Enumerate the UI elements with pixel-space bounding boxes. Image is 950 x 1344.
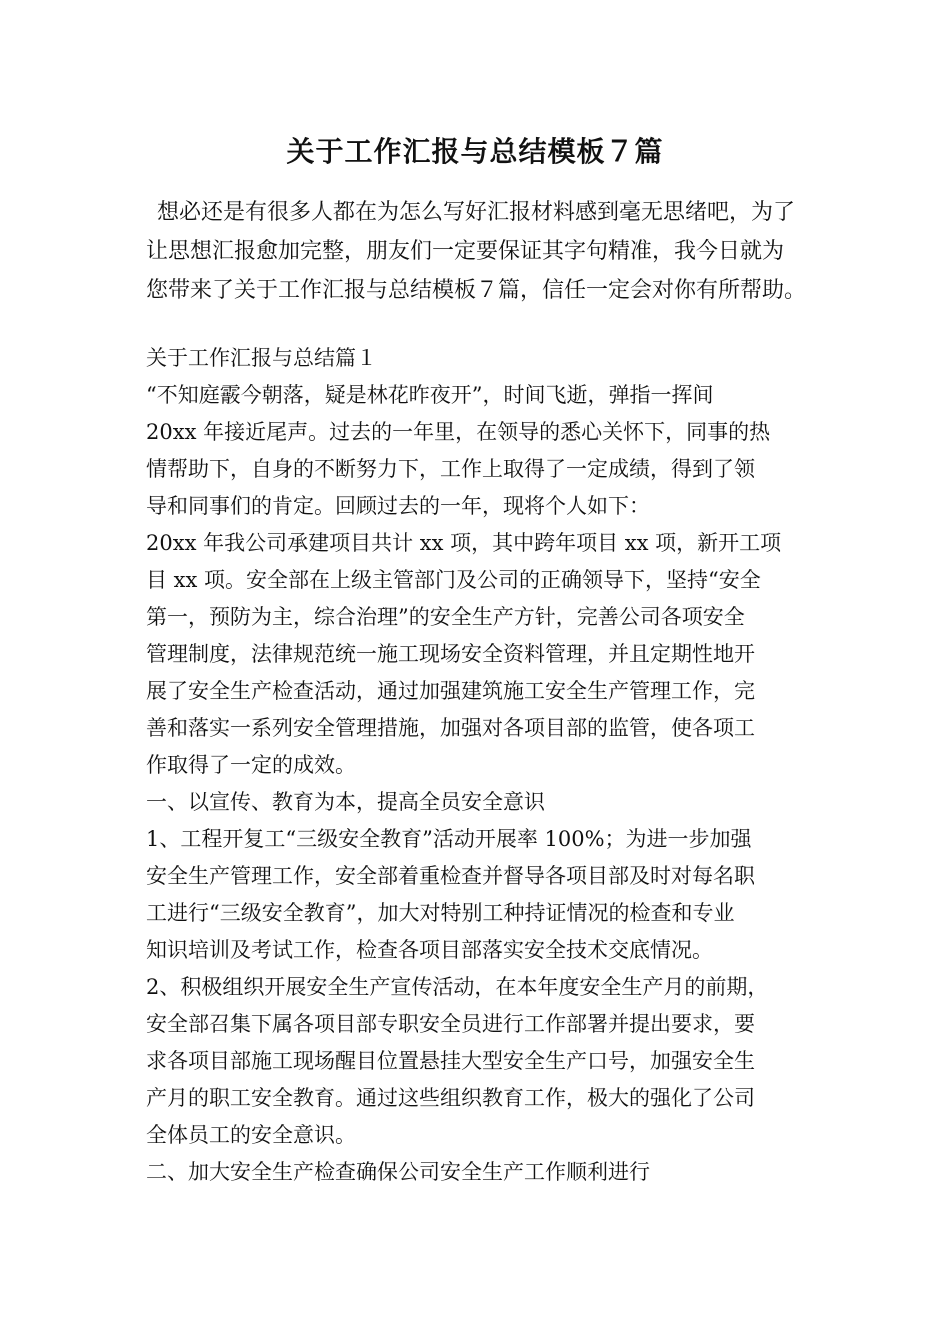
subsection-heading: 一、以宣传、教育为本，提高全员安全意识 [146, 790, 545, 814]
body-line: 2、积极组织开展安全生产宣传活动，在本年度安全生产月的前期， [146, 975, 769, 999]
body-line: 作取得了一定的成效。 [146, 753, 356, 777]
body-line: 管理制度，法律规范统一施工现场安全资料管理，并且定期性地开 [146, 642, 755, 666]
body-line: 20xx 年我公司承建项目共计 xx 项，其中跨年项目 xx 项，新开工项 [146, 531, 782, 555]
body-line: 情帮助下，自身的不断努力下，工作上取得了一定成绩，得到了领 [146, 457, 755, 481]
body-line: 导和同事们的肯定。回顾过去的一年，现将个人如下： [146, 494, 650, 518]
subsection-heading: 二、加大安全生产检查确保公司安全生产工作顺利进行 [146, 1160, 650, 1184]
body-line: 善和落实一系列安全管理措施，加强对各项目部的监管，使各项工 [146, 716, 755, 740]
body-line: 展了安全生产检查活动，通过加强建筑施工安全生产管理工作，完 [146, 679, 755, 703]
body-line: 求各项目部施工现场醒目位置悬挂大型安全生产口号，加强安全生 [146, 1049, 755, 1073]
intro-line: 想必还是有很多人都在为怎么写好汇报材料感到毫无思绪吧，为了 [157, 200, 796, 225]
body-text [146, 340, 810, 1191]
body-line: “不知庭霰今朝落，疑是林花昨夜开”，时间飞逝，弹指一挥间 [146, 383, 714, 407]
body-line: 全体员工的安全意识。 [146, 1123, 356, 1147]
intro-line: 您带来了关于工作汇报与总结模板７篇，信任一定会对你有所帮助。 [146, 278, 807, 303]
body-line: 安全部召集下属各项目部专职安全员进行工作部署并提出要求，要 [146, 1012, 755, 1036]
intro-line: 让思想汇报愈加完整，朋友们一定要保证其字句精准，我今日就为 [146, 239, 785, 264]
body-line: 第一，预防为主，综合治理”的安全生产方针，完善公司各项安全 [146, 605, 745, 629]
body-line: 1、工程开复工“三级安全教育”活动开展率 100%；为进一步加强 [146, 827, 752, 851]
body-line: 目 xx 项。安全部在上级主管部门及公司的正确领导下，坚持“安全 [146, 568, 761, 592]
body-line: 工进行“三级安全教育”，加大对特别工种持证情况的检查和专业 [146, 901, 735, 925]
document-title: 关于工作汇报与总结模板７篇 [286, 135, 664, 168]
intro-paragraph [146, 193, 810, 310]
body-line: 安全生产管理工作，安全部着重检查并督导各项目部及时对每名职 [146, 864, 755, 888]
section-heading: 关于工作汇报与总结篇１ [146, 346, 377, 370]
body-line: 20xx 年接近尾声。过去的一年里，在领导的悉心关怀下，同事的热 [146, 420, 771, 444]
body-line: 知识培训及考试工作，检查各项目部落实安全技术交底情况。 [146, 938, 713, 962]
body-line: 产月的职工安全教育。通过这些组织教育工作，极大的强化了公司 [146, 1086, 755, 1110]
